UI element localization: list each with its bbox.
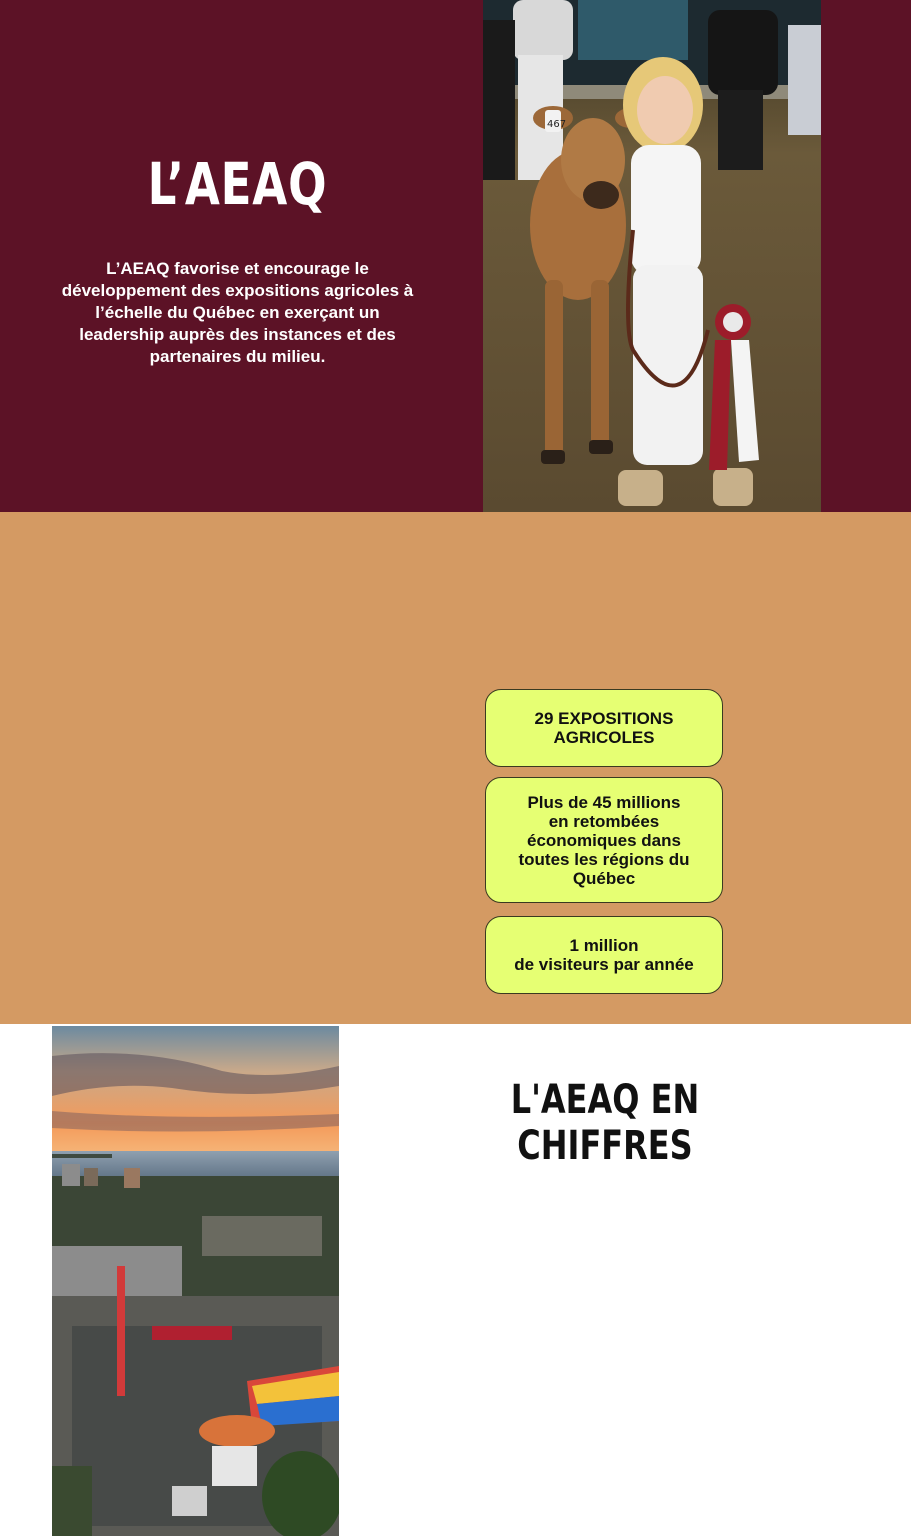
stat-text: 1 million de visiteurs par année	[514, 936, 694, 974]
stat-card-visitors	[485, 916, 723, 994]
calf-show-photo	[483, 0, 821, 512]
fairground-aerial-photo	[52, 1026, 339, 1536]
figures-title: L'AEAQ EN CHIFFRES	[510, 1077, 700, 1169]
stat-text: Plus de 45 millions en retombées économiques dans toutes les régions du Québec	[518, 792, 690, 888]
ear-tag-label: 467	[547, 119, 567, 130]
intro-section	[0, 0, 911, 512]
stat-card-economic-impact	[485, 777, 723, 903]
about-text: L’AEAQ favorise et encourage le développement des expositions agricoles à l’échelle du Québec en exerçant un leadership auprès des instances et des partenaires du milieu.	[61, 259, 414, 366]
stat-card-expositions	[485, 689, 723, 767]
figures-section	[0, 512, 911, 1169]
stat-text: 29 EXPOSITIONS AGRICOLES	[534, 709, 674, 747]
about-title: L’AEAQ	[147, 150, 328, 218]
